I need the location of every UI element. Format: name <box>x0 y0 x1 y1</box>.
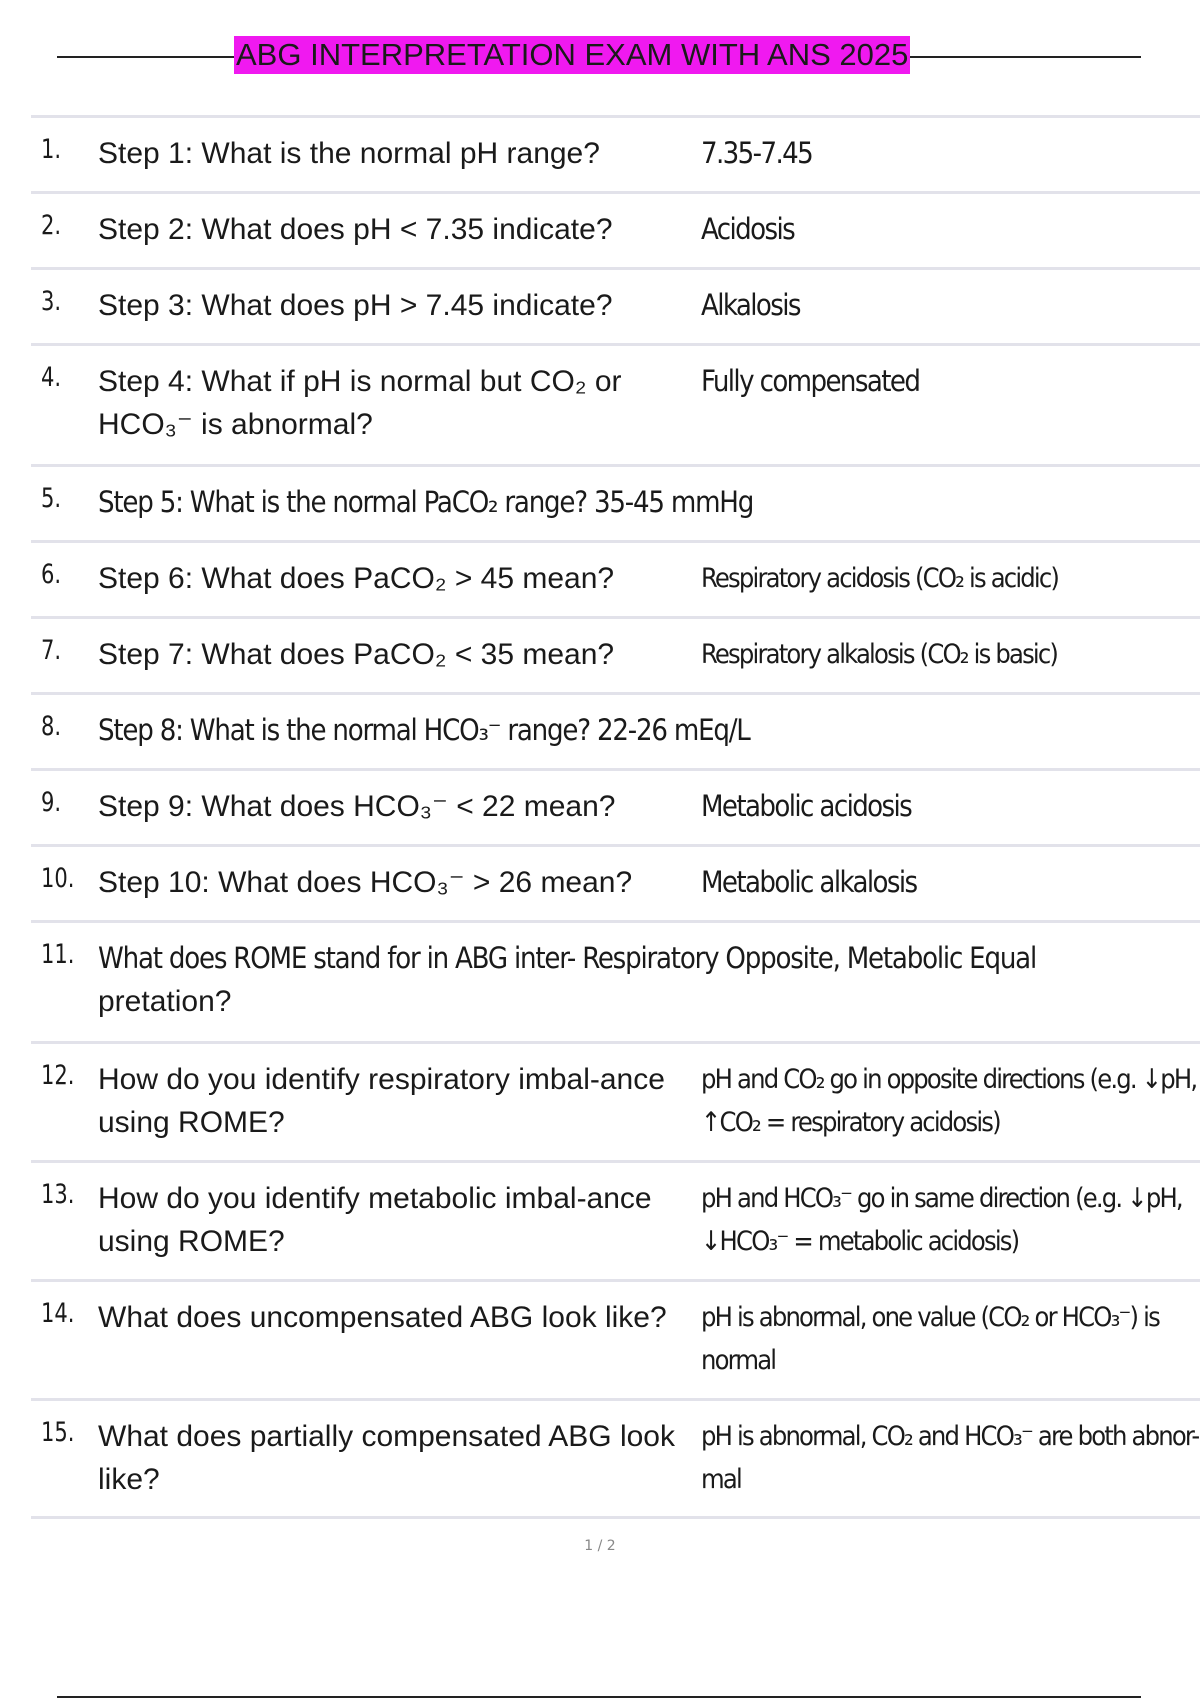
qa-table <box>31 115 1200 1519</box>
qa-row-8 <box>31 692 1200 768</box>
question-text <box>98 937 1198 1023</box>
qa-row-5 <box>31 464 1200 540</box>
answer-text: Metabolic alkalosis <box>701 865 917 899</box>
item-number: 1. <box>41 134 62 165</box>
item-number: 2. <box>41 210 62 241</box>
question-text: Step 4: What if pH is normal but CO₂ or HCO₃⁻ is abnormal? <box>98 365 622 441</box>
item-number: 5. <box>41 483 62 514</box>
question-text: Step 8: What is the normal HCO₃⁻ range? 22-26 mEq/L <box>98 713 750 747</box>
answer-text: Alkalosis <box>701 288 800 322</box>
answer-text: 7.35-7.45 <box>701 136 813 170</box>
bottom-rule <box>57 1696 1141 1698</box>
answer-text: Metabolic acidosis <box>701 789 912 823</box>
page-indicator: 1 / 2 <box>584 1538 616 1554</box>
qa-row-6 <box>31 540 1200 616</box>
question-text: Step 9: What does HCO₃⁻ < 22 mean? <box>98 790 616 823</box>
answer-text: pH is abnormal, one value (CO₂ or HCO₃⁻) is normal <box>701 1302 1159 1376</box>
item-number: 15. <box>41 1417 75 1448</box>
qa-row-14 <box>31 1279 1200 1398</box>
question-text: What does partially compensated ABG look like? <box>98 1420 675 1496</box>
question-text: Step 10: What does HCO₃⁻ > 26 mean? <box>98 866 633 899</box>
question-text: What does uncompensated ABG look like? <box>98 1301 667 1334</box>
answer-text: Acidosis <box>701 212 795 246</box>
item-number: 8. <box>41 711 62 742</box>
qa-row-2 <box>31 191 1200 267</box>
item-number: 12. <box>41 1060 75 1091</box>
item-number: 13. <box>41 1179 75 1210</box>
qa-row-9 <box>31 768 1200 844</box>
qa-row-12 <box>31 1041 1200 1160</box>
item-number: 3. <box>41 286 62 317</box>
question-text: How do you identify respiratory imbal-ance using ROME? <box>98 1063 665 1139</box>
item-number: 10. <box>41 863 75 894</box>
question-text: Step 1: What is the normal pH range? <box>98 137 600 170</box>
qa-row-11 <box>31 920 1200 1041</box>
question-text: Step 2: What does pH < 7.35 indicate? <box>98 213 613 246</box>
answer-text: pH is abnormal, CO₂ and HCO₃⁻ are both abnor-mal <box>701 1421 1199 1495</box>
qa-row-1 <box>31 115 1200 191</box>
answer-text: pH and CO₂ go in opposite directions (e.g. ↓pH, ↑CO₂ = respiratory acidosis) <box>701 1064 1197 1138</box>
question-text: Step 6: What does PaCO₂ > 45 mean? <box>98 562 615 595</box>
item-number: 6. <box>41 559 62 590</box>
question-text: Step 3: What does pH > 7.45 indicate? <box>98 289 613 322</box>
answer-text: Respiratory acidosis (CO₂ is acidic) <box>701 563 1059 594</box>
item-number: 11. <box>41 939 75 970</box>
question-line-2: pretation? <box>98 985 232 1018</box>
qa-row-3 <box>31 267 1200 343</box>
qa-row-10 <box>31 844 1200 920</box>
question-text: Step 5: What is the normal PaCO₂ range? 35-45 mmHg <box>98 485 754 519</box>
qa-row-13 <box>31 1160 1200 1279</box>
item-number: 14. <box>41 1298 75 1329</box>
qa-row-7 <box>31 616 1200 692</box>
answer-text: Respiratory alkalosis (CO₂ is basic) <box>701 639 1058 670</box>
question-text: Step 7: What does PaCO₂ < 35 mean? <box>98 638 615 671</box>
question-text: How do you identify metabolic imbal-ance using ROME? <box>98 1182 652 1258</box>
answer-text: pH and HCO₃⁻ go in same direction (e.g. ↓pH, ↓HCO₃⁻ = metabolic acidosis) <box>701 1183 1182 1257</box>
item-number: 4. <box>41 362 62 393</box>
question-line-1: What does ROME stand for in ABG inter- Respiratory Opposite, Metabolic Equal <box>98 941 1037 975</box>
item-number: 7. <box>41 635 62 666</box>
qa-row-15 <box>31 1398 1200 1519</box>
qa-row-4 <box>31 343 1200 464</box>
document-title: ABG INTERPRETATION EXAM WITH ANS 2025 <box>236 37 909 72</box>
document-header <box>57 36 1141 76</box>
item-number: 9. <box>41 787 62 818</box>
answer-text: Fully compensated <box>701 364 920 398</box>
